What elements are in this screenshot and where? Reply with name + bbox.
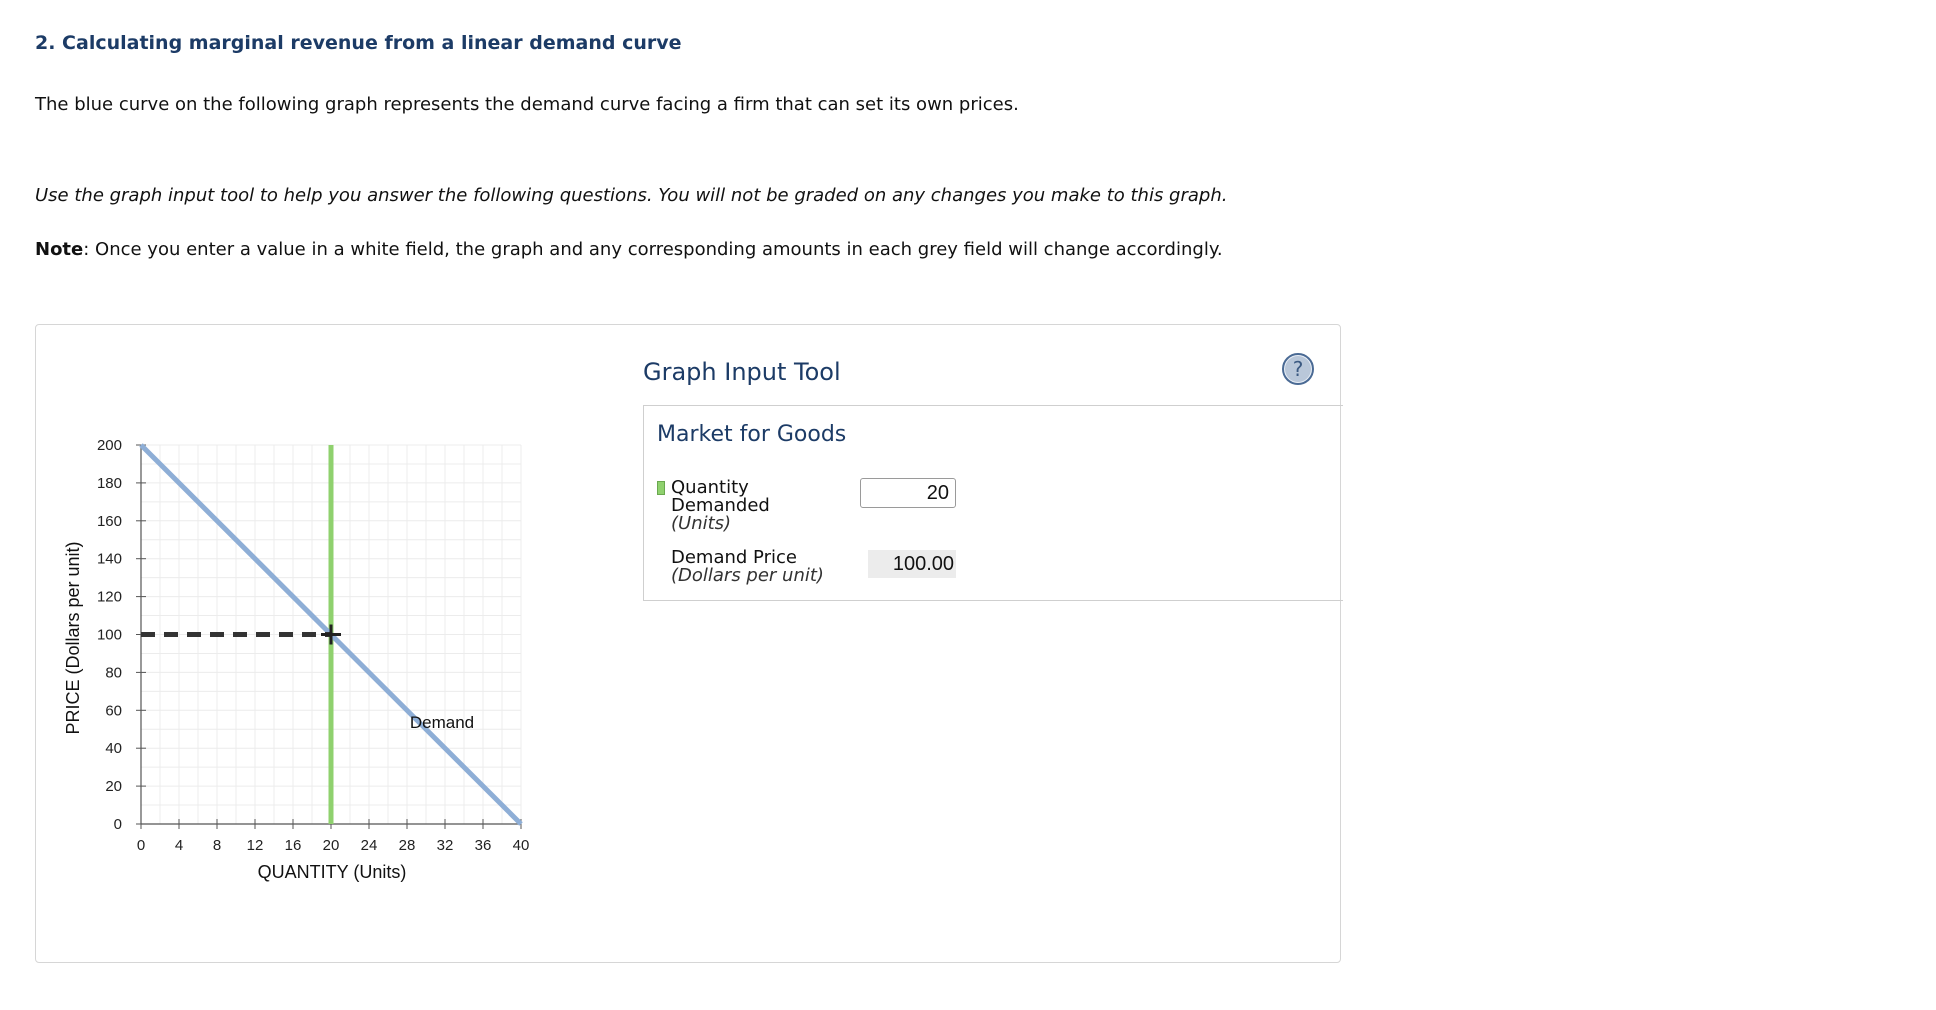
demand-price-value: 100.00 xyxy=(868,550,956,578)
question-intro: The blue curve on the following graph represents the demand curve facing a firm that can set its own prices. xyxy=(35,94,1019,115)
quantity-demanded-label xyxy=(671,479,770,533)
y-tick-label: 60 xyxy=(105,702,122,720)
y-tick-label: 200 xyxy=(96,437,122,454)
graph-panel xyxy=(35,324,1341,963)
x-tick-label: 8 xyxy=(212,837,222,854)
x-tick-label: 40 xyxy=(512,837,530,854)
y-tick-label: 80 xyxy=(105,664,122,682)
demand-price-label xyxy=(671,549,824,585)
graph-markers[interactable] xyxy=(141,625,341,645)
x-tick-label: 28 xyxy=(398,837,416,854)
demand-curve-label: Demand xyxy=(409,713,475,732)
note-label: Note xyxy=(35,239,84,260)
x-tick-label: 36 xyxy=(474,837,492,854)
y-tick-label: 160 xyxy=(96,512,122,530)
price-label-text: Demand Price xyxy=(671,547,797,568)
x-axis-label: QUANTITY (Units) xyxy=(257,862,407,882)
x-tick-label: 0 xyxy=(136,837,146,854)
price-unit: (Dollars per unit) xyxy=(671,565,824,586)
help-icon: ? xyxy=(1285,356,1311,382)
quantity-color-swatch xyxy=(657,481,665,495)
market-title: Market for Goods xyxy=(657,422,847,447)
x-tick-label: 20 xyxy=(322,837,340,854)
quantity-label-line1: Quantity xyxy=(671,477,749,498)
x-tick-label: 32 xyxy=(436,837,454,854)
quantity-demanded-input[interactable] xyxy=(860,478,956,508)
x-tick-label: 12 xyxy=(246,837,264,854)
question-instructions: Use the graph input tool to help you answer the following questions. You will not be graded on any changes you make to this graph. xyxy=(35,185,1228,206)
graph-input-tool-title: Graph Input Tool xyxy=(643,358,841,386)
y-axis-label: PRICE (Dollars per unit) xyxy=(63,541,83,735)
y-tick-label: 180 xyxy=(96,474,122,492)
y-tick-label: 120 xyxy=(96,588,122,606)
note-text: : Once you enter a value in a white field, the graph and any corresponding amounts in each grey field will change accordingly. xyxy=(83,239,1223,260)
quantity-unit: (Units) xyxy=(671,513,732,534)
graph-input-box xyxy=(643,405,1343,601)
x-tick-label: 4 xyxy=(174,837,184,854)
x-tick-label: 16 xyxy=(284,837,302,854)
y-tick-label: 0 xyxy=(113,816,122,833)
question-heading: 2. Calculating marginal revenue from a linear demand curve xyxy=(35,32,682,54)
y-tick-label: 40 xyxy=(105,740,122,758)
x-tick-label: 24 xyxy=(360,837,378,854)
help-button[interactable] xyxy=(1282,353,1314,385)
y-tick-label: 20 xyxy=(105,778,122,796)
quantity-label-line2: Demanded xyxy=(671,495,770,516)
y-tick-label: 100 xyxy=(96,626,122,644)
y-tick-label: 140 xyxy=(96,550,122,568)
question-note xyxy=(35,239,1223,260)
